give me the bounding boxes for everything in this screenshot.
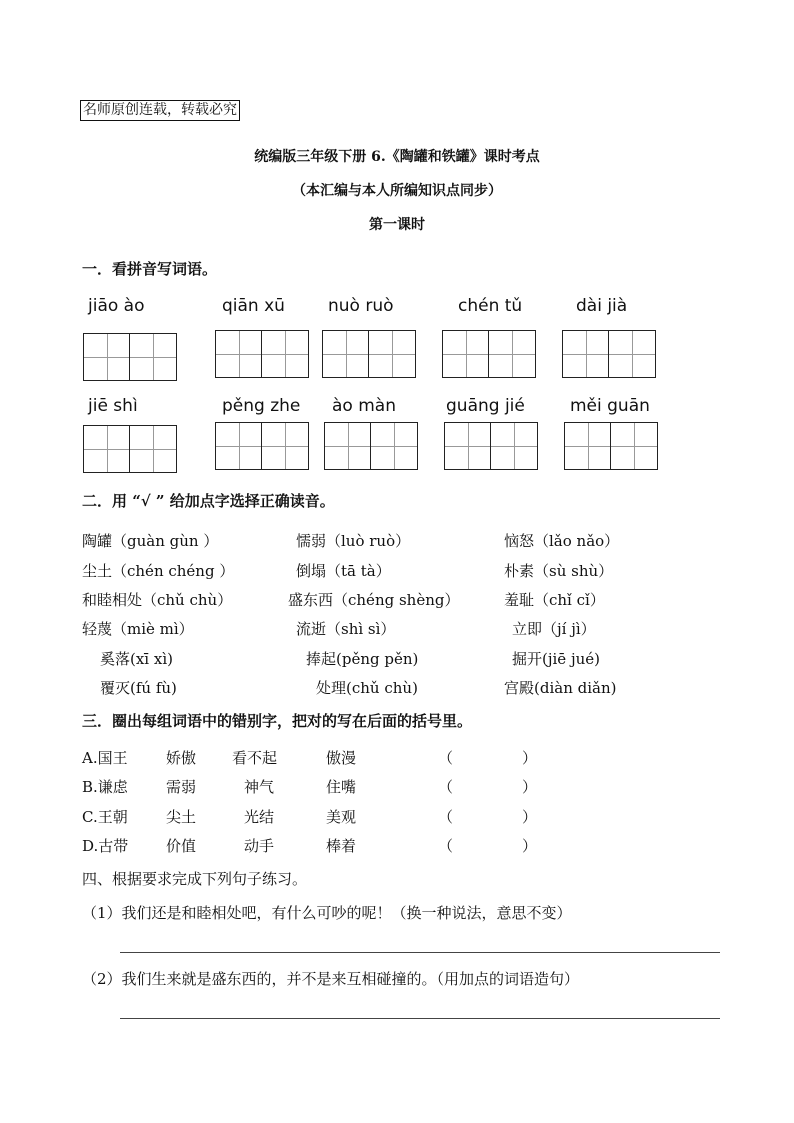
section1-heading: 一．看拼音写词语。 [82,260,218,278]
word-item: 光结 [244,808,275,826]
word-item: D.古带 [82,837,129,855]
copyright-stamp: 名师原创连载，转载必究 [80,100,240,121]
writing-grid[interactable] [444,422,538,470]
reading-item: 陶罐（guàn gùn ） [82,532,219,550]
section2-heading: 二．用 “√ ” 给加点字选择正确读音。 [82,492,335,510]
reading-item: 懦弱（luò ruò） [296,532,411,550]
page-subtitle: （本汇编与本人所编知识点同步） [292,183,502,199]
grid-cell [323,331,369,377]
word-item: 需弱 [166,778,197,796]
word-item: 尖土 [166,808,197,826]
grid-cell [489,331,535,377]
reading-item: 倒塌（tā tà） [296,562,391,580]
grid-cell [130,334,176,380]
writing-grid[interactable] [562,330,656,378]
word-item: 看不起 [232,749,278,767]
reading-item: 羞耻（chǐ cǐ） [504,591,605,609]
grid-cell [130,426,176,472]
word-item: 傲漫 [326,749,357,767]
answer-line-2[interactable] [120,1018,720,1019]
answer-paren-close: ） [522,749,538,767]
word-item: 住嘴 [326,778,357,796]
word-item: C.王朝 [82,808,128,826]
grid-cell [216,331,262,377]
lesson-label: 第一课时 [369,217,425,233]
reading-item: 朴素（sù shù） [504,562,614,580]
grid-cell [84,426,130,472]
reading-item: 尘土（chén chéng ） [82,562,235,580]
reading-item: 奚落(xī xì) [100,650,173,668]
reading-item: 覆灭(fú fù) [100,679,177,697]
grid-cell [84,334,130,380]
writing-grid[interactable] [215,330,309,378]
answer-line-1[interactable] [120,952,720,953]
grid-cell [371,423,417,469]
reading-item: 恼怒（lǎo nǎo） [504,532,620,550]
pinyin-label: guāng jié [446,396,525,416]
word-item: A.国王 [82,749,128,767]
grid-cell [216,423,262,469]
word-item: B.谦虑 [82,778,128,796]
page-title: 统编版三年级下册 6.《陶罐和铁罐》课时考点 [254,149,540,165]
word-item: 娇傲 [166,749,197,767]
answer-paren-open: （ [438,778,454,796]
question-2: （2）我们生来就是盛东西的，并不是来互相碰撞的。（用加点的词语造句） [82,970,580,988]
pinyin-label: dài jià [576,296,628,316]
writing-grid[interactable] [215,422,309,470]
answer-paren-close: ） [522,778,538,796]
grid-cell [262,423,308,469]
writing-grid[interactable] [322,330,416,378]
answer-paren-open: （ [438,749,454,767]
pinyin-label: nuò ruò [328,296,394,316]
reading-item: 和睦相处（chǔ chù） [82,591,233,609]
grid-cell [609,331,655,377]
answer-paren-open: （ [438,837,454,855]
grid-cell [445,423,491,469]
answer-paren-close: ） [522,808,538,826]
word-item: 动手 [244,837,275,855]
word-item: 美观 [326,808,357,826]
pinyin-label: qiān xū [222,296,285,316]
reading-item: 盛东西（chéng shèng） [288,591,460,609]
grid-cell [611,423,657,469]
answer-paren-close: ） [522,837,538,855]
writing-grid[interactable] [324,422,418,470]
grid-cell [563,331,609,377]
reading-item: 流逝（shì sì） [296,620,396,638]
word-item: 神气 [244,778,275,796]
writing-grid[interactable] [83,425,177,473]
word-item: 棒着 [326,837,357,855]
pinyin-label: pěng zhe [222,396,301,416]
question-1: （1）我们还是和睦相处吧，有什么可吵的呢！（换一种说法，意思不变） [82,904,572,922]
grid-cell [443,331,489,377]
word-item: 价值 [166,837,197,855]
pinyin-label: jiāo ào [88,296,145,316]
pinyin-label: jiē shì [88,396,138,416]
section4-heading: 四、根据要求完成下列句子练习。 [82,870,308,888]
answer-paren-open: （ [438,808,454,826]
reading-item: 轻蔑（miè mì） [82,620,194,638]
reading-item: 立即（jí jì） [512,620,596,638]
reading-item: 掘开(jiē jué) [512,650,600,668]
writing-grid[interactable] [442,330,536,378]
pinyin-label: ào màn [332,396,396,416]
section3-heading: 三．圈出每组词语中的错别字，把对的写在后面的括号里。 [82,712,473,730]
grid-cell [262,331,308,377]
reading-item: 处理(chǔ chù) [316,679,418,697]
writing-grid[interactable] [83,333,177,381]
grid-cell [491,423,537,469]
pinyin-label: měi guān [570,396,650,416]
grid-cell [565,423,611,469]
grid-cell [325,423,371,469]
grid-cell [369,331,415,377]
pinyin-label: chén tǔ [458,296,523,316]
reading-item: 宫殿(diàn diǎn) [504,679,617,697]
reading-item: 捧起(pěng pěn) [306,650,419,668]
writing-grid[interactable] [564,422,658,470]
